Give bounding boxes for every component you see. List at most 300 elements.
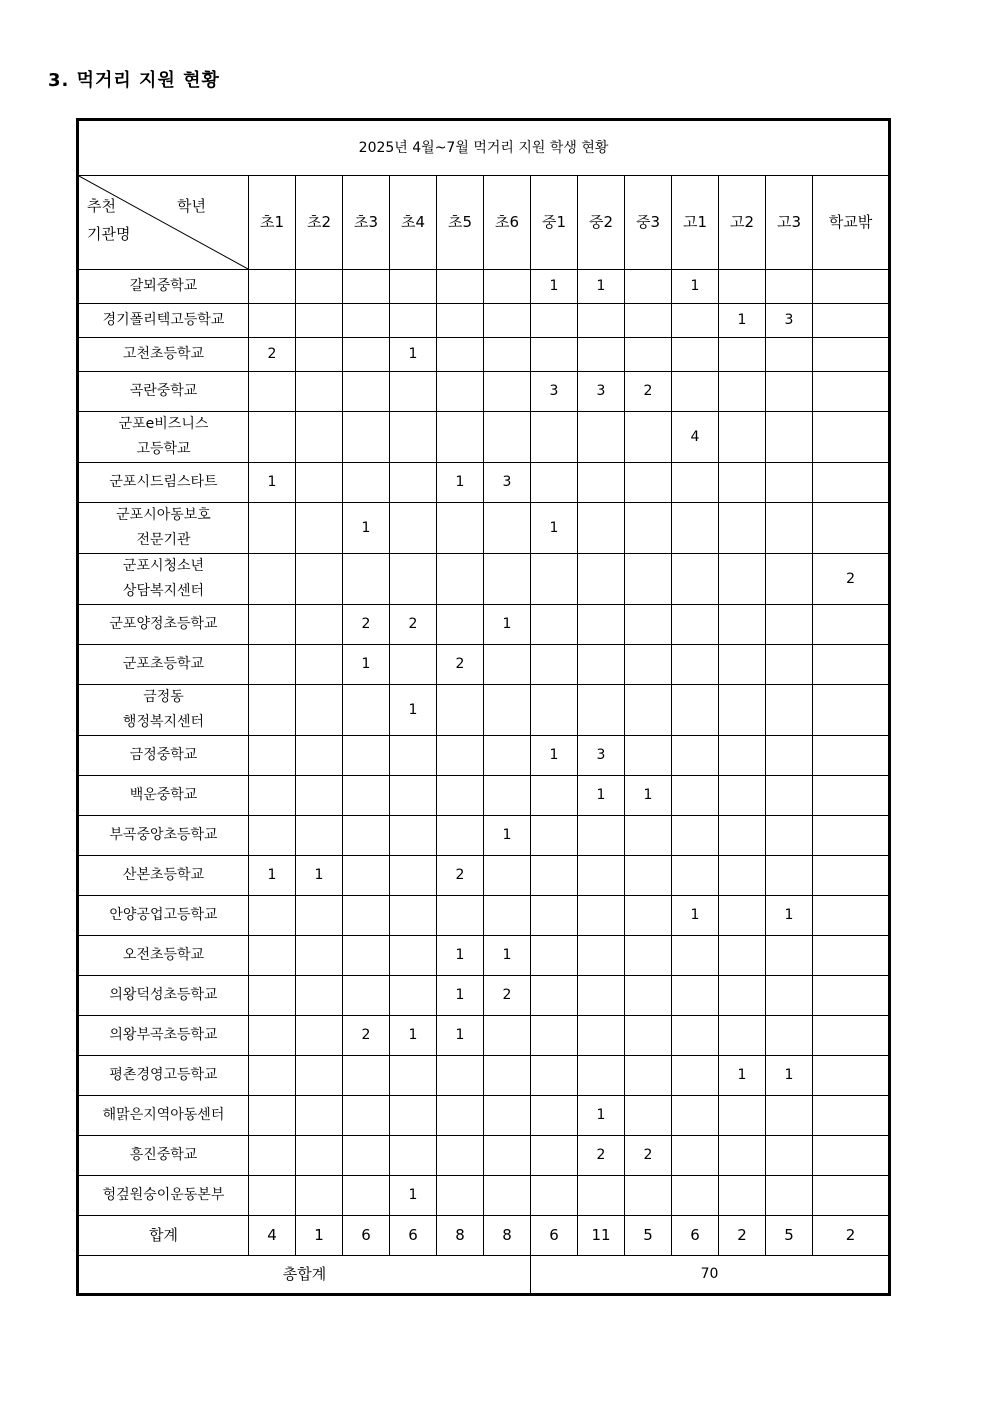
count-cell: 1 xyxy=(437,463,484,503)
count-cell xyxy=(484,412,531,463)
count-cell xyxy=(531,1176,578,1216)
total-row xyxy=(78,1216,890,1256)
count-cell xyxy=(719,463,766,503)
count-cell: 2 xyxy=(390,605,437,645)
count-cell xyxy=(672,976,719,1016)
count-cell xyxy=(625,463,672,503)
total-cell: 1 xyxy=(296,1216,343,1256)
count-cell xyxy=(531,896,578,936)
count-cell xyxy=(578,856,625,896)
count-cell xyxy=(343,412,390,463)
count-cell xyxy=(813,736,890,776)
grade-header: 초1 xyxy=(249,176,296,270)
count-cell xyxy=(531,338,578,372)
count-cell xyxy=(578,976,625,1016)
count-cell xyxy=(484,372,531,412)
count-cell xyxy=(813,856,890,896)
count-cell xyxy=(249,1136,296,1176)
count-cell xyxy=(249,503,296,554)
count-cell xyxy=(296,1176,343,1216)
total-cell: 6 xyxy=(672,1216,719,1256)
count-cell xyxy=(578,412,625,463)
total-cell: 2 xyxy=(813,1216,890,1256)
count-cell xyxy=(343,304,390,338)
count-cell xyxy=(296,816,343,856)
count-cell xyxy=(766,856,813,896)
count-cell xyxy=(296,463,343,503)
count-cell xyxy=(343,1056,390,1096)
count-cell xyxy=(531,936,578,976)
count-cell xyxy=(672,554,719,605)
count-cell: 1 xyxy=(625,776,672,816)
table-row xyxy=(78,338,890,372)
count-cell xyxy=(813,605,890,645)
count-cell xyxy=(249,1056,296,1096)
count-cell xyxy=(813,372,890,412)
institution-name-line: 행정복지센터 xyxy=(122,714,205,730)
count-cell xyxy=(672,936,719,976)
grand-total-label: 총합계 xyxy=(78,1256,531,1295)
table-row xyxy=(78,976,890,1016)
grade-header: 중2 xyxy=(578,176,625,270)
institution-name-line: 금정중학교 xyxy=(129,747,198,763)
count-cell xyxy=(719,645,766,685)
count-cell xyxy=(531,1056,578,1096)
count-cell xyxy=(766,463,813,503)
count-cell xyxy=(578,503,625,554)
support-table xyxy=(76,118,891,1296)
count-cell xyxy=(249,1016,296,1056)
count-cell: 1 xyxy=(390,1176,437,1216)
count-cell: 1 xyxy=(390,685,437,736)
count-cell xyxy=(719,605,766,645)
table-row xyxy=(78,936,890,976)
count-cell xyxy=(531,554,578,605)
count-cell xyxy=(672,816,719,856)
total-cell: 5 xyxy=(766,1216,813,1256)
count-cell xyxy=(484,1176,531,1216)
table-row xyxy=(78,736,890,776)
count-cell xyxy=(437,270,484,304)
total-cell: 8 xyxy=(484,1216,531,1256)
count-cell xyxy=(625,856,672,896)
count-cell xyxy=(531,776,578,816)
count-cell xyxy=(578,304,625,338)
count-cell xyxy=(296,976,343,1016)
institution-name-line: 의왕덕성초등학교 xyxy=(109,987,218,1003)
institution-name-line: 헝겊원숭이운동본부 xyxy=(102,1187,225,1203)
institution-name xyxy=(78,412,249,463)
corner-institution: 기관명 xyxy=(87,225,131,243)
count-cell xyxy=(296,1056,343,1096)
count-cell xyxy=(766,554,813,605)
section-title: 3. 먹거리 지원 현황 xyxy=(48,70,220,91)
count-cell xyxy=(625,736,672,776)
count-cell xyxy=(719,736,766,776)
institution-name xyxy=(78,1176,249,1216)
count-cell xyxy=(625,976,672,1016)
count-cell: 2 xyxy=(437,856,484,896)
institution-name xyxy=(78,463,249,503)
count-cell xyxy=(766,1176,813,1216)
total-cell: 6 xyxy=(531,1216,578,1256)
count-cell xyxy=(343,685,390,736)
count-cell xyxy=(813,896,890,936)
total-label: 합계 xyxy=(78,1216,249,1256)
count-cell xyxy=(437,503,484,554)
count-cell xyxy=(249,736,296,776)
count-cell xyxy=(672,338,719,372)
count-cell: 3 xyxy=(578,372,625,412)
grade-header: 학교밖 xyxy=(813,176,890,270)
count-cell xyxy=(484,1136,531,1176)
count-cell xyxy=(625,1016,672,1056)
count-cell xyxy=(343,1176,390,1216)
grand-total-row xyxy=(78,1256,890,1295)
count-cell xyxy=(625,338,672,372)
grade-header: 중3 xyxy=(625,176,672,270)
count-cell xyxy=(719,1176,766,1216)
count-cell xyxy=(672,776,719,816)
count-cell: 3 xyxy=(484,463,531,503)
count-cell xyxy=(719,816,766,856)
grade-header: 초6 xyxy=(484,176,531,270)
count-cell xyxy=(672,304,719,338)
count-cell xyxy=(766,338,813,372)
count-cell xyxy=(672,685,719,736)
count-cell xyxy=(813,1016,890,1056)
table-row xyxy=(78,605,890,645)
institution-name-line: 해맑은지역아동센터 xyxy=(102,1107,225,1123)
count-cell: 1 xyxy=(437,1016,484,1056)
count-cell xyxy=(766,412,813,463)
count-cell xyxy=(296,304,343,338)
count-cell xyxy=(813,976,890,1016)
count-cell: 1 xyxy=(766,1056,813,1096)
count-cell xyxy=(343,976,390,1016)
institution-name xyxy=(78,856,249,896)
institution-name-line: 군포시드림스타트 xyxy=(109,474,218,490)
count-cell: 2 xyxy=(484,976,531,1016)
count-cell xyxy=(437,685,484,736)
count-cell: 1 xyxy=(249,856,296,896)
count-cell xyxy=(719,976,766,1016)
count-cell xyxy=(766,645,813,685)
table-row xyxy=(78,372,890,412)
count-cell xyxy=(813,1136,890,1176)
count-cell xyxy=(672,1176,719,1216)
count-cell xyxy=(719,1096,766,1136)
count-cell xyxy=(813,338,890,372)
grand-total-value: 70 xyxy=(531,1256,890,1295)
count-cell xyxy=(531,856,578,896)
table-row xyxy=(78,1096,890,1136)
count-cell xyxy=(390,1096,437,1136)
count-cell xyxy=(249,776,296,816)
count-cell xyxy=(390,412,437,463)
count-cell xyxy=(343,1096,390,1136)
table-row xyxy=(78,1016,890,1056)
count-cell xyxy=(531,645,578,685)
count-cell xyxy=(719,503,766,554)
count-cell xyxy=(249,816,296,856)
count-cell xyxy=(484,736,531,776)
count-cell xyxy=(296,338,343,372)
count-cell: 1 xyxy=(531,270,578,304)
count-cell xyxy=(390,304,437,338)
count-cell xyxy=(813,270,890,304)
count-cell xyxy=(625,270,672,304)
count-cell xyxy=(672,605,719,645)
count-cell xyxy=(813,816,890,856)
total-cell: 6 xyxy=(390,1216,437,1256)
institution-name-line: 군포시청소년 xyxy=(122,558,205,574)
count-cell: 2 xyxy=(625,372,672,412)
institution-name xyxy=(78,605,249,645)
count-cell xyxy=(625,605,672,645)
count-cell xyxy=(672,645,719,685)
table-row xyxy=(78,1176,890,1216)
count-cell xyxy=(531,412,578,463)
count-cell xyxy=(672,372,719,412)
count-cell xyxy=(343,736,390,776)
count-cell xyxy=(296,685,343,736)
count-cell xyxy=(531,605,578,645)
count-cell xyxy=(813,1096,890,1136)
count-cell xyxy=(437,816,484,856)
count-cell: 2 xyxy=(813,554,890,605)
institution-name-line: 군포초등학교 xyxy=(122,656,205,672)
count-cell: 3 xyxy=(531,372,578,412)
count-cell xyxy=(813,503,890,554)
count-cell xyxy=(390,976,437,1016)
institution-name xyxy=(78,1016,249,1056)
count-cell xyxy=(672,503,719,554)
count-cell xyxy=(672,1056,719,1096)
count-cell: 1 xyxy=(484,605,531,645)
institution-name xyxy=(78,1056,249,1096)
institution-name xyxy=(78,816,249,856)
table-row xyxy=(78,463,890,503)
count-cell xyxy=(719,372,766,412)
count-cell xyxy=(343,936,390,976)
count-cell xyxy=(390,554,437,605)
institution-name-line: 백운중학교 xyxy=(129,787,198,803)
count-cell xyxy=(766,270,813,304)
count-cell xyxy=(343,554,390,605)
count-cell xyxy=(625,645,672,685)
count-cell xyxy=(766,936,813,976)
institution-name xyxy=(78,503,249,554)
table-row xyxy=(78,554,890,605)
count-cell xyxy=(437,1176,484,1216)
count-cell xyxy=(390,503,437,554)
count-cell xyxy=(296,503,343,554)
corner-recommend: 추천 xyxy=(87,197,116,215)
count-cell xyxy=(531,816,578,856)
count-cell xyxy=(249,270,296,304)
count-cell xyxy=(390,776,437,816)
count-cell xyxy=(578,1016,625,1056)
count-cell xyxy=(672,856,719,896)
count-cell xyxy=(296,1016,343,1056)
count-cell xyxy=(578,685,625,736)
count-cell xyxy=(578,896,625,936)
institution-name-line: 곡란중학교 xyxy=(129,383,198,399)
institution-name-line: 군포양정초등학교 xyxy=(109,616,218,632)
count-cell xyxy=(437,776,484,816)
institution-name-line: 경기폴리텍고등학교 xyxy=(102,312,225,328)
institution-name-line: 군포시아동보호 xyxy=(116,507,211,523)
count-cell: 1 xyxy=(578,776,625,816)
count-cell: 1 xyxy=(578,1096,625,1136)
count-cell xyxy=(390,1056,437,1096)
total-cell: 6 xyxy=(343,1216,390,1256)
count-cell xyxy=(484,554,531,605)
count-cell xyxy=(343,338,390,372)
count-cell xyxy=(578,605,625,645)
count-cell xyxy=(766,776,813,816)
count-cell xyxy=(531,304,578,338)
count-cell xyxy=(672,736,719,776)
table-row xyxy=(78,856,890,896)
institution-name xyxy=(78,338,249,372)
count-cell xyxy=(249,605,296,645)
count-cell xyxy=(343,270,390,304)
grade-header: 고3 xyxy=(766,176,813,270)
institution-name-line: 평촌경영고등학교 xyxy=(109,1067,218,1083)
institution-name xyxy=(78,936,249,976)
count-cell xyxy=(719,685,766,736)
table-row xyxy=(78,270,890,304)
institution-name xyxy=(78,372,249,412)
count-cell xyxy=(343,856,390,896)
diagonal-line xyxy=(79,176,248,269)
count-cell xyxy=(719,1016,766,1056)
institution-name-line: 오전초등학교 xyxy=(122,947,205,963)
count-cell xyxy=(672,1096,719,1136)
table-row xyxy=(78,412,890,463)
count-cell: 2 xyxy=(625,1136,672,1176)
count-cell xyxy=(390,856,437,896)
institution-name-line: 군포e비즈니스 xyxy=(118,416,209,432)
count-cell xyxy=(437,1096,484,1136)
count-cell xyxy=(719,896,766,936)
institution-name-line: 흥진중학교 xyxy=(129,1147,198,1163)
count-cell xyxy=(390,936,437,976)
count-cell xyxy=(813,936,890,976)
count-cell xyxy=(437,338,484,372)
count-cell xyxy=(625,936,672,976)
count-cell xyxy=(343,816,390,856)
count-cell xyxy=(813,304,890,338)
institution-name xyxy=(78,554,249,605)
count-cell xyxy=(766,816,813,856)
count-cell: 2 xyxy=(343,1016,390,1056)
count-cell xyxy=(343,1136,390,1176)
institution-name xyxy=(78,736,249,776)
grade-header: 초4 xyxy=(390,176,437,270)
count-cell xyxy=(625,304,672,338)
count-cell xyxy=(437,605,484,645)
institution-name xyxy=(78,976,249,1016)
count-cell: 1 xyxy=(531,736,578,776)
count-cell xyxy=(578,338,625,372)
count-cell xyxy=(766,1096,813,1136)
count-cell xyxy=(766,685,813,736)
count-cell xyxy=(437,1136,484,1176)
institution-name-line: 금정동 xyxy=(143,689,184,705)
count-cell: 3 xyxy=(578,736,625,776)
count-cell xyxy=(484,776,531,816)
count-cell: 1 xyxy=(390,1016,437,1056)
count-cell xyxy=(484,856,531,896)
total-cell: 5 xyxy=(625,1216,672,1256)
count-cell xyxy=(625,1176,672,1216)
count-cell xyxy=(672,1016,719,1056)
count-cell: 1 xyxy=(343,645,390,685)
count-cell: 2 xyxy=(437,645,484,685)
count-cell xyxy=(531,1096,578,1136)
count-cell xyxy=(390,645,437,685)
total-cell: 2 xyxy=(719,1216,766,1256)
count-cell xyxy=(390,736,437,776)
count-cell xyxy=(296,605,343,645)
count-cell xyxy=(625,896,672,936)
count-cell xyxy=(484,304,531,338)
count-cell xyxy=(578,816,625,856)
count-cell: 1 xyxy=(719,1056,766,1096)
institution-name xyxy=(78,645,249,685)
count-cell xyxy=(719,412,766,463)
table-row xyxy=(78,645,890,685)
count-cell xyxy=(343,463,390,503)
count-cell xyxy=(578,936,625,976)
count-cell xyxy=(813,463,890,503)
count-cell xyxy=(766,976,813,1016)
count-cell xyxy=(296,554,343,605)
institution-name-line: 부곡중앙초등학교 xyxy=(109,827,218,843)
institution-name-line: 갈뫼중학교 xyxy=(129,278,198,294)
count-cell xyxy=(249,685,296,736)
count-cell xyxy=(249,645,296,685)
count-cell xyxy=(437,896,484,936)
count-cell xyxy=(766,1136,813,1176)
count-cell xyxy=(249,1096,296,1136)
count-cell xyxy=(766,503,813,554)
grade-header: 고2 xyxy=(719,176,766,270)
institution-name xyxy=(78,1136,249,1176)
count-cell xyxy=(578,1056,625,1096)
count-cell: 2 xyxy=(343,605,390,645)
count-cell xyxy=(390,896,437,936)
count-cell xyxy=(531,1016,578,1056)
grade-header: 초3 xyxy=(343,176,390,270)
count-cell xyxy=(296,736,343,776)
count-cell xyxy=(625,1096,672,1136)
count-cell xyxy=(672,463,719,503)
count-cell xyxy=(719,856,766,896)
institution-name-line: 고등학교 xyxy=(136,441,191,457)
count-cell: 1 xyxy=(672,896,719,936)
institution-name xyxy=(78,304,249,338)
count-cell xyxy=(343,896,390,936)
count-cell xyxy=(296,412,343,463)
count-cell xyxy=(531,976,578,1016)
count-cell xyxy=(249,976,296,1016)
count-cell xyxy=(766,1016,813,1056)
grade-header: 중1 xyxy=(531,176,578,270)
